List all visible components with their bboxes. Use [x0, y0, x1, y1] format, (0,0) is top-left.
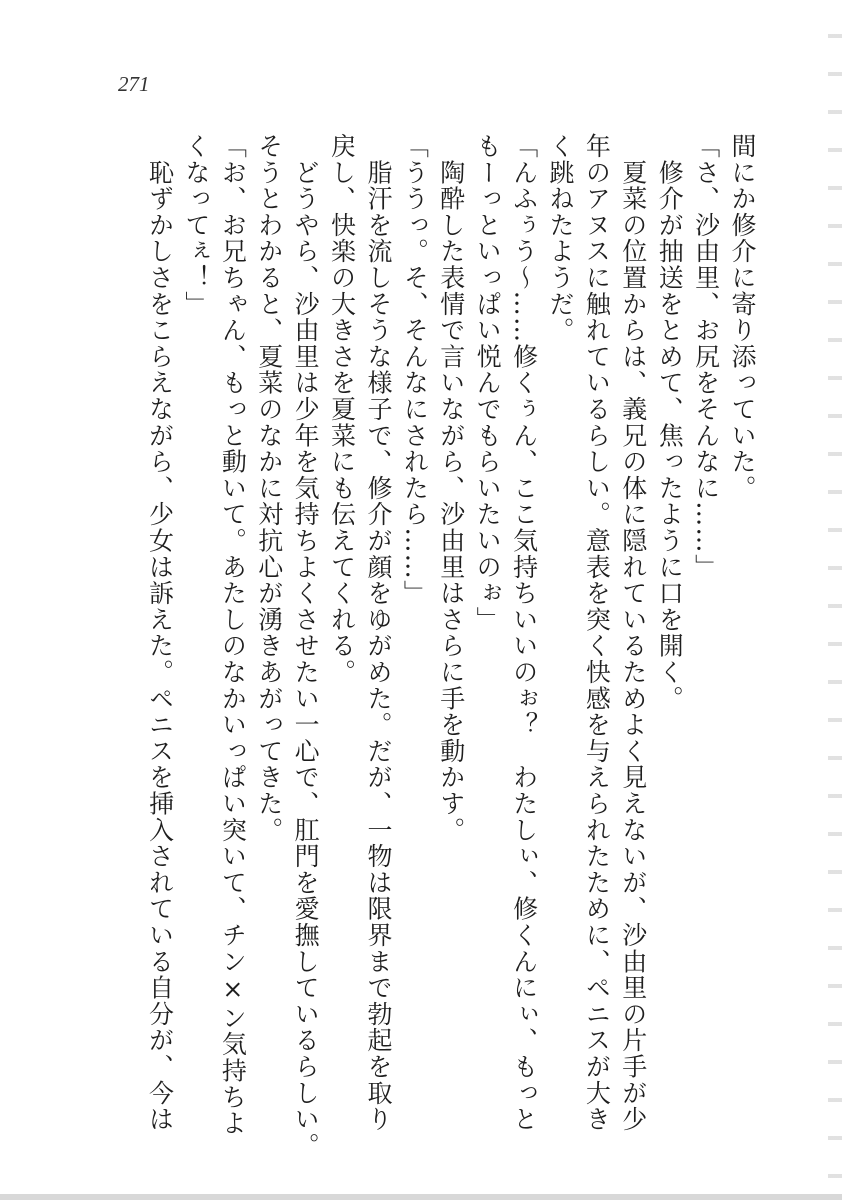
page-number: 271	[118, 72, 150, 96]
text-line: 「お、お兄ちゃん、もっと動いて。あたしのなかいっぱい突いて、チン×ン気持ちよ	[218, 133, 248, 1137]
text-line: 年のアヌスに触れているらしい。意表を突く快感を与えられたために、ペニスが大き	[582, 133, 612, 1133]
text-line: 修介が抽送をとめて、焦ったように口を開く。	[655, 133, 685, 712]
text-line: 「さ、沙由里、お尻をそんなに……」	[691, 133, 721, 581]
text-line: 脂汗を流しそうな様子で、修介が顔をゆがめた。だが、一物は限界まで勃起を取り	[363, 133, 393, 1133]
text-line: く跳ねたようだ。	[545, 133, 575, 344]
text-line: 夏菜の位置からは、義兄の体に隠れているためよく見えないが、沙由里の片手が少	[618, 133, 648, 1133]
text-line: くなってぇ！」	[181, 133, 211, 318]
page-bottom-edge	[0, 1194, 842, 1200]
text-line: 戻し、快楽の大きさを夏菜にも伝えてくれる。	[327, 133, 357, 686]
text-line: 間にか修介に寄り添っていた。	[728, 133, 757, 502]
page-edge-shadow	[828, 0, 842, 1200]
text-line: どうやら、沙由里は少年を気持ちよくさせたい一心で、肛門を愛撫しているらしい。	[291, 133, 321, 1159]
text-line: 陶酔した表情で言いながら、沙由里はさらに手を動かす。	[436, 133, 466, 844]
text-line: 「んふぅう〜……修くぅん、ここ気持ちいいのぉ？ わたしぃ、修くんにぃ、もっと	[509, 133, 539, 1133]
text-line: 「ううっ。そ、そんなにされたら……」	[400, 133, 430, 607]
text-line: もーっといっぱい悦んでもらいたいのぉ」	[473, 133, 503, 633]
text-line: そうとわかると、夏菜のなかに対抗心が湧きあがってきた。	[254, 133, 284, 844]
body-text	[141, 133, 760, 1159]
text-line: 恥ずかしさをこらえながら、少女は訴えた。ペニスを挿入されている自分が、今は	[145, 133, 175, 1133]
